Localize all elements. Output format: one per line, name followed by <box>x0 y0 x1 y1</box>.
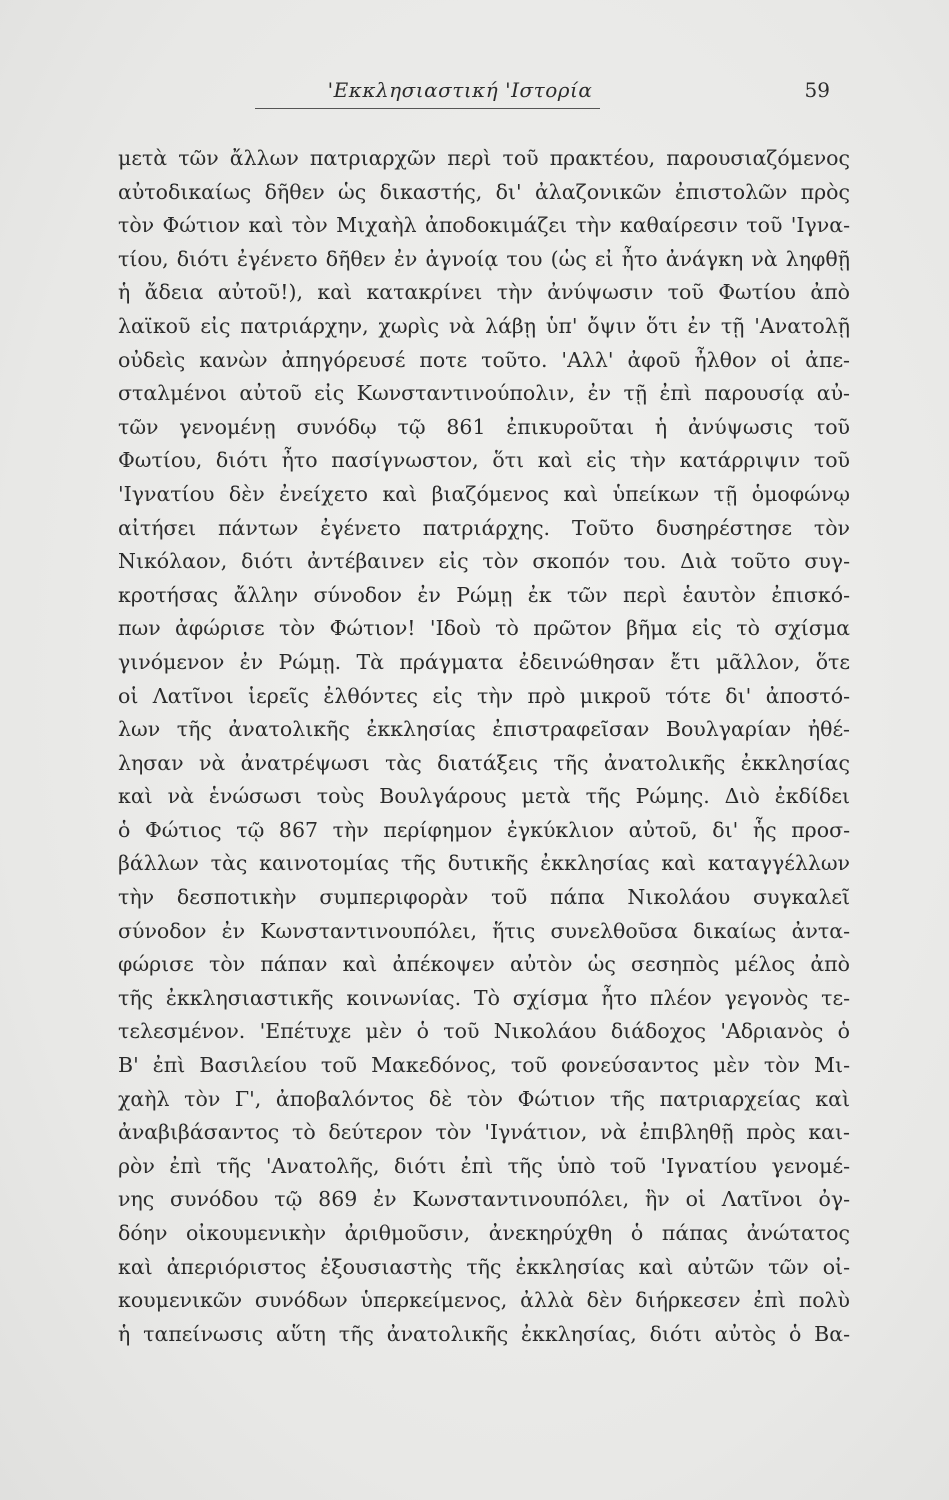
text-line: λων τῆς ἀνατολικῆς ἐκκλησίας ἐπιστραφεῖσαν Βουλγαρίαν ἠθέ- <box>118 717 850 742</box>
text-line: μετὰ τῶν ἄλλων πατριαρχῶν περὶ τοῦ πρακτέου, παρουσιαζόμενος <box>118 146 850 170</box>
body-text <box>118 142 850 1351</box>
text-line: αὐτοδικαίως δῆθεν ὡς δικαστής, δι' ἀλαζονικῶν ἐπιστολῶν πρὸς <box>118 179 850 204</box>
text-line: βάλλων τὰς καινοτομίας τῆς δυτικῆς ἐκκλησίας καὶ καταγγέλλων <box>118 851 850 876</box>
text-line: 'Ιγνατίου δὲν ἐνείχετο καὶ βιαζόμενος καὶ ὑπείκων τῇ ὁμοφώνῳ <box>118 481 850 506</box>
header-rule <box>255 108 600 109</box>
text-line: καὶ νὰ ἑνώσωσι τοὺς Βουλγάρους μετὰ τῆς Ρώμης. Διὸ ἐκδίδει <box>118 784 850 809</box>
text-line: ἀναβιβάσαντος τὸ δεύτερον τὸν 'Ιγνάτιον, νὰ ἐπιβληθῇ πρὸς και- <box>118 1120 850 1145</box>
text-line: πων ἀφώρισε τὸν Φώτιον! 'Ιδοὺ τὸ πρῶτον βῆμα εἰς τὸ σχίσμα <box>118 616 850 641</box>
text-line: ἡ ταπείνωσις αὕτη τῆς ἀνατολικῆς ἐκκλησίας, διότι αὐτὸς ὁ Βα- <box>118 1321 850 1346</box>
text-line: νης συνόδου τῷ 869 ἐν Κωνσταντινουπόλει, ἣν οἱ Λατῖνοι ὀγ- <box>118 1187 850 1212</box>
text-line: τῶν γενομένῃ συνόδῳ τῷ 861 ἐπικυροῦται ἡ ἀνύψωσις τοῦ <box>118 414 850 439</box>
text-line: τελεσμένον. 'Επέτυχε μὲν ὁ τοῦ Νικολάου διάδοχος 'Αδριανὸς ὁ <box>118 1019 850 1044</box>
text-line: δόην οἰκουμενικὴν ἀριθμοῦσιν, ἀνεκηρύχθη ὁ πάπας ἀνώτατος <box>118 1221 850 1245</box>
text-line: οὐδεὶς κανὼν ἀπηγόρευσέ ποτε τοῦτο. 'Αλλ' ἀφοῦ ἦλθον οἱ ἀπε- <box>118 347 850 372</box>
text-line: ἡ ἄδεια αὐτοῦ!), καὶ κατακρίνει τὴν ἀνύψωσιν τοῦ Φωτίου ἀπὸ <box>118 280 850 305</box>
text-line: κροτήσας ἄλλην σύνοδον ἐν Ρώμῃ ἐκ τῶν περὶ ἑαυτὸν ἐπισκό- <box>118 582 850 607</box>
text-line: καὶ ἀπεριόριστος ἐξουσιαστὴς τῆς ἐκκλησίας καὶ αὐτῶν τῶν οἰ- <box>118 1254 850 1279</box>
text-line: τῆς ἐκκλησιαστικῆς κοινωνίας. Τὸ σχίσμα ἦτο πλέον γεγονὸς τε- <box>118 985 850 1010</box>
text-line: Νικόλαον, διότι ἀντέβαινεν εἰς τὸν σκοπόν του. Διὰ τοῦτο συγ- <box>118 549 850 574</box>
text-line: Β' ἐπὶ Βασιλείου τοῦ Μακεδόνος, τοῦ φονεύσαντος μὲν τὸν Μι- <box>118 1053 850 1078</box>
text-line: σταλμένοι αὐτοῦ εἰς Κωνσταντινούπολιν, ἐν τῇ ἐπὶ παρουσίᾳ αὐ- <box>118 381 850 406</box>
running-title: 'Εκκλησιαστική 'Ιστορία <box>327 78 593 102</box>
text-line: τὴν δεσποτικὴν συμπεριφορὰν τοῦ πάπα Νικολάου συγκαλεῖ <box>118 885 850 910</box>
page-header <box>250 78 830 108</box>
text-line: τὸν Φώτιον καὶ τὸν Μιχαὴλ ἀποδοκιμάζει τὴν καθαίρεσιν τοῦ 'Ιγνα- <box>118 213 850 238</box>
text-line: ρὸν ἐπὶ τῆς 'Ανατολῆς, διότι ἐπὶ τῆς ὑπὸ τοῦ 'Ιγνατίου γενομέ- <box>118 1153 850 1178</box>
text-line: λησαν νὰ ἀνατρέψωσι τὰς διατάξεις τῆς ἀνατολικῆς ἐκκλησίας <box>118 750 850 775</box>
text-line: σύνοδον ἐν Κωνσταντινουπόλει, ἥτις συνελθοῦσα δικαίως ἀντα- <box>118 918 850 943</box>
text-line: φώρισε τὸν πάπαν καὶ ἀπέκοψεν αὐτὸν ὡς σεσηπὸς μέλος ἀπὸ <box>118 952 850 977</box>
page-number: 59 <box>804 78 830 102</box>
text-line: λαϊκοῦ εἰς πατριάρχην, χωρὶς νὰ λάβῃ ὑπ' ὄψιν ὅτι ἐν τῇ 'Ανατολῇ <box>118 313 850 338</box>
text-line: χαὴλ τὸν Γ', ἀποβαλόντος δὲ τὸν Φώτιον τῆς πατριαρχείας καὶ <box>118 1086 850 1111</box>
text-line: Φωτίου, διότι ἦτο πασίγνωστον, ὅτι καὶ εἰς τὴν κατάρριψιν τοῦ <box>118 448 850 473</box>
text-line: αἰτήσει πάντων ἐγένετο πατριάρχης. Τοῦτο δυσηρέστησε τὸν <box>118 515 850 540</box>
text-line: ὁ Φώτιος τῷ 867 τὴν περίφημον ἐγκύκλιον αὐτοῦ, δι' ἧς προσ- <box>118 817 850 842</box>
text-line: κουμενικῶν συνόδων ὑπερκείμενος, ἀλλὰ δὲν διήρκεσεν ἐπὶ πολὺ <box>118 1288 850 1313</box>
text-line: γινόμενον ἐν Ρώμῃ. Τὰ πράγματα ἐδεινώθησαν ἔτι μᾶλλον, ὅτε <box>118 649 850 674</box>
text-line: οἱ Λατῖνοι ἱερεῖς ἐλθόντες εἰς τὴν πρὸ μικροῦ τότε δι' ἀποστό- <box>118 683 850 708</box>
text-line: τίου, διότι ἐγένετο δῆθεν ἐν ἀγνοίᾳ του (ὡς εἰ ἦτο ἀνάγκη νὰ ληφθῇ <box>118 246 850 271</box>
